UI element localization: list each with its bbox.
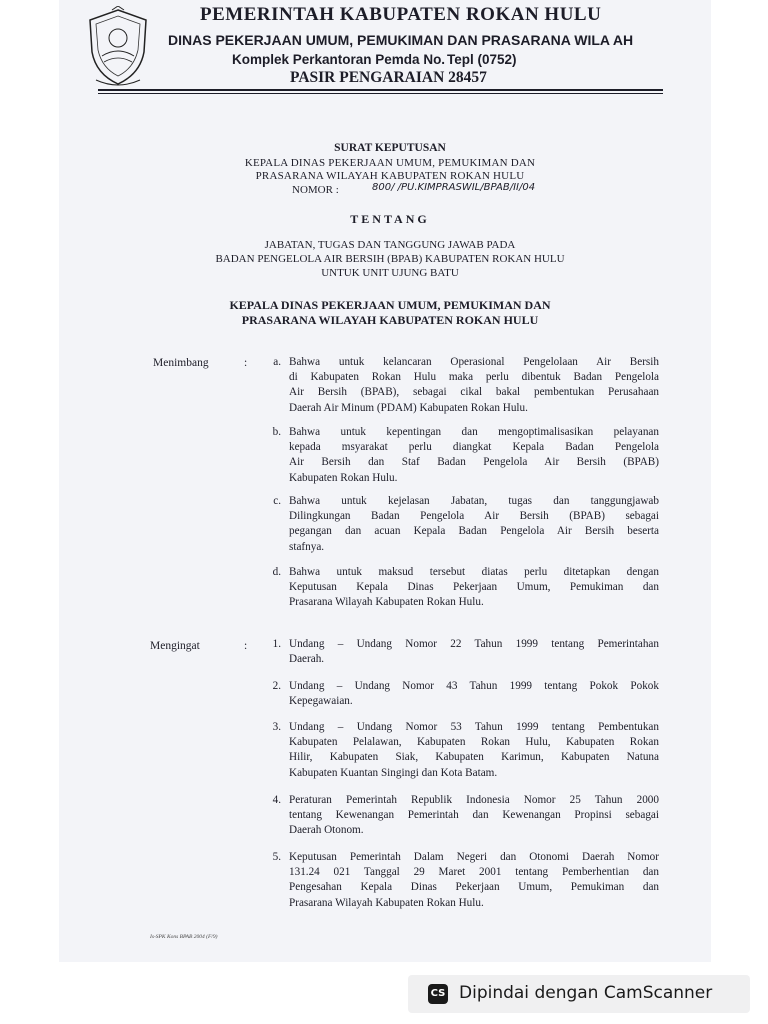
camscanner-label: Dipindai dengan CamScanner [459,983,713,1003]
item-text-line: pegangan dan acuan Kepala Badan Pengelola Air Bersih beserta [289,525,659,538]
item-marker: d. [272,566,281,578]
form-code: Is-SPK Kons BPAB 2004 (F/9) [150,934,218,940]
item-text-line: Pengesahan Kepala Dinas Pekerjaan Umum, Pemukiman dan [289,881,659,894]
item-text-line: stafnya. [289,540,325,553]
letterhead-department: DINAS PEKERJAAN UMUM, PEMUKIMAN DAN PRASARANA WILA AH [168,32,634,48]
item-text-line: Undang – Undang Nomor 53 Tahun 1999 tentang Pembentukan [289,721,659,733]
decree-subject-line1: JABATAN, TUGAS DAN TANGGUNG JAWAB PADA [264,239,516,251]
item-text-line: Dilingkungan Badan Pengelola Air Bersih (BPAB) sebagai [289,510,659,523]
letterhead-rule-thin [98,93,663,94]
mengingat-colon: : [244,640,248,652]
menimbang-colon: : [244,357,248,369]
item-marker: 5. [272,851,281,863]
letterhead-city: PASIR PENGARAIAN 28457 [290,69,487,86]
decree-subject-heading: TENTANG [350,212,430,226]
item-text-line: Daerah Otonom. [289,824,364,837]
menimbang-label: Menimbang [153,357,209,369]
item-text-line: Air Bersih (BPAB), sebagai cikal bakal pembentukan Perusahaan [289,386,659,399]
camscanner-watermark [408,975,750,1013]
item-text-line: Prasarana Wilayah Kabupaten Rokan Hulu. [289,596,484,609]
item-text-line: Bahwa untuk kepentingan dan mengoptimalisasikan pelayanan [289,426,659,438]
issuer-heading-line1: KEPALA DINAS PEKERJAAN UMUM, PEMUKIMAN DAN [229,298,551,312]
item-text-line: Hilir, Kabupaten Siak, Kabupaten Karimun, Kabupaten Natuna [289,751,659,764]
item-marker: 1. [272,638,281,650]
camscanner-icon: CS [428,984,448,1004]
decree-subject-line2: BADAN PENGELOLA AIR BERSIH (BPAB) KABUPATEN ROKAN HULU [215,253,565,265]
item-text-line: Prasarana Wilayah Kabupaten Rokan Hulu. [289,896,484,909]
decree-title: SURAT KEPUTUSAN [334,142,446,154]
decree-issuer-line2: PRASARANA WILAYAH KABUPATEN ROKAN HULU [255,170,525,182]
decree-number-value: 800/ /PU.KIMPRASWIL/BPAB/II/04 [372,182,536,193]
item-marker: c. [273,495,281,507]
item-text-line: Bahwa untuk kejelasan Jabatan, tugas dan tanggungjawab [289,495,659,507]
letterhead-phone: Tepl (0752) [447,52,517,67]
item-text-line: Undang – Undang Nomor 43 Tahun 1999 tentang Pokok Pokok [289,680,659,692]
item-marker: 2. [272,680,281,692]
item-text-line: Keputusan Kepala Dinas Pekerjaan Umum, Pemukiman dan [289,581,659,594]
item-text-line: Daerah. [289,653,325,666]
decree-issuer-line1: KEPALA DINAS PEKERJAAN UMUM, PEMUKIMAN DAN [244,157,536,169]
item-text-line: 131.24 021 Tanggal 29 Maret 2001 tentang Pemberhentian dan [289,866,659,879]
item-text-line: Daerah Air Minum (PDAM) Kabupaten Rokan Hulu. [289,401,528,414]
letterhead-address: Komplek Perkantoran Pemda No. [232,52,446,67]
item-text-line: Bahwa untuk maksud tersebut diatas perlu ditetapkan dengan [289,566,659,578]
item-marker: a. [273,356,281,368]
regency-emblem-icon [82,6,154,88]
issuer-heading-line2: PRASARANA WILAYAH KABUPATEN ROKAN HULU [241,313,539,327]
item-text-line: kepada msyarakat perlu diangkat Kepala Badan Pengelola [289,441,659,454]
decree-subject-line3: UNTUK UNIT UJUNG BATU [321,267,459,279]
item-text-line: Kabupaten Rokan Hulu. [289,471,398,484]
item-text-line: Peraturan Pemerintah Republik Indonesia Nomor 25 Tahun 2000 [289,794,659,806]
item-text-line: Bahwa untuk kelancaran Operasional Pengelolaan Air Bersih [289,356,659,368]
item-text-line: Keputusan Pemerintah Dalam Negeri dan Otonomi Daerah Nomor [289,851,659,863]
mengingat-label: Mengingat [150,640,200,652]
item-marker: 4. [272,794,281,806]
letterhead-rule [98,89,663,91]
letterhead-government: PEMERINTAH KABUPATEN ROKAN HULU [200,4,602,25]
item-text-line: Kabupaten Pelalawan, Kabupaten Rokan Hulu, Kabupaten Rokan [289,736,659,749]
item-marker: b. [272,426,281,438]
item-text-line: Undang – Undang Nomor 22 Tahun 1999 tentang Pemerintahan [289,638,659,650]
item-text-line: Kabupaten Kuantan Singingi dan Kota Batam. [289,766,498,779]
item-text-line: di Kabupaten Rokan Hulu maka perlu dibentuk Badan Pengelola [289,371,659,384]
item-text-line: Air Bersih dan Staf Badan Pengelola Air Bersih (BPAB) [289,456,659,469]
item-marker: 3. [272,721,281,733]
item-text-line: Kepegawaian. [289,695,353,708]
decree-number-label: NOMOR : [292,184,339,196]
item-text-line: tentang Kewenangan Pemerintah dan Kewenangan Propinsi sebagai [289,809,659,822]
